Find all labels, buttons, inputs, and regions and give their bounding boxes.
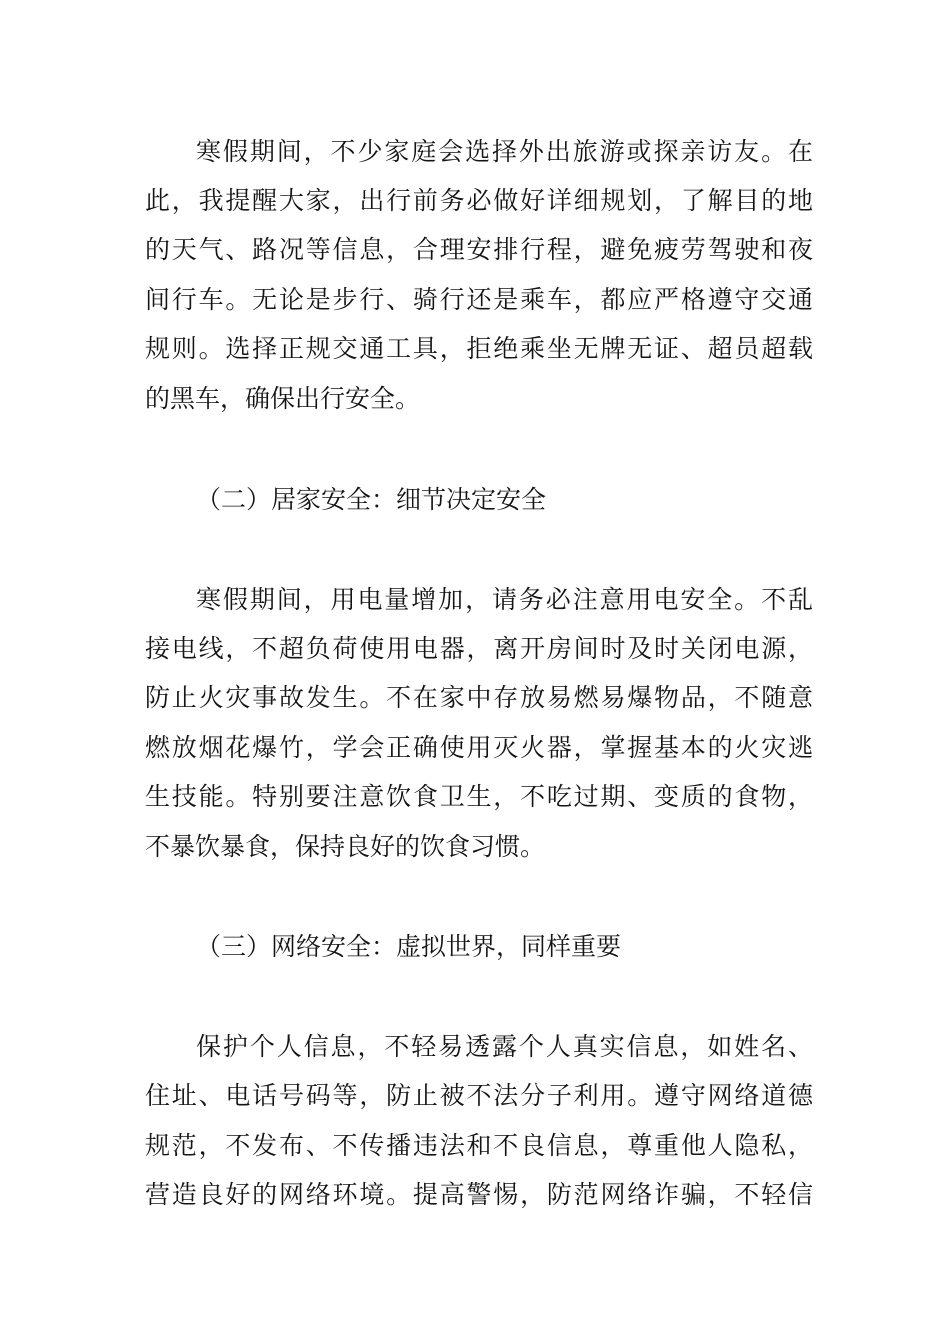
paragraph-3-line-3: 规范，不发布、不传播违法和不良信息，尊重他人隐私， xyxy=(145,1131,813,1160)
paragraph-1-line-3: 的天气、路况等信息，合理安排行程，避免疲劳驾驶和夜 xyxy=(145,235,813,264)
paragraph-2-line-1: 寒假期间，用电量增加，请务必注意用电安全。不乱 xyxy=(196,585,813,614)
paragraph-3-line-4: 营造良好的网络环境。提高警惕，防范网络诈骗，不轻信 xyxy=(145,1180,813,1209)
section-heading-home-safety: （二）居家安全：细节决定安全 xyxy=(196,485,547,514)
paragraph-1-line-4: 间行车。无论是步行、骑行还是乘车，都应严格遵守交通 xyxy=(145,285,813,314)
paragraph-1-line-2: 此，我提醒大家，出行前务必做好详细规划，了解目的地 xyxy=(145,186,813,215)
paragraph-2-line-5: 生技能。特别要注意饮食卫生，不吃过期、变质的食物， xyxy=(145,782,813,811)
paragraph-3-line-2: 住址、电话号码等，防止被不法分子利用。遵守网络道德 xyxy=(145,1081,813,1110)
paragraph-2-line-2: 接电线，不超负荷使用电器，离开房间时及时关闭电源， xyxy=(145,634,813,663)
paragraph-1-line-5: 规则。选择正规交通工具，拒绝乘坐无牌无证、超员超载 xyxy=(145,334,813,363)
paragraph-2-line-6: 不暴饮暴食，保持良好的饮食习惯。 xyxy=(145,832,546,861)
paragraph-1-line-1: 寒假期间，不少家庭会选择外出旅游或探亲访友。在 xyxy=(196,137,813,166)
paragraph-2-line-3: 防止火灾事故发生。不在家中存放易燃易爆物品，不随意 xyxy=(145,683,813,712)
paragraph-1-line-6: 的黑车，确保出行安全。 xyxy=(145,384,421,413)
paragraph-3-line-1: 保护个人信息，不轻易透露个人真实信息，如姓名、 xyxy=(196,1032,813,1061)
paragraph-2-line-4: 燃放烟花爆竹，学会正确使用灭火器，掌握基本的火灾逃 xyxy=(145,733,813,762)
section-heading-network-safety: （三）网络安全：虚拟世界，同样重要 xyxy=(196,932,622,961)
